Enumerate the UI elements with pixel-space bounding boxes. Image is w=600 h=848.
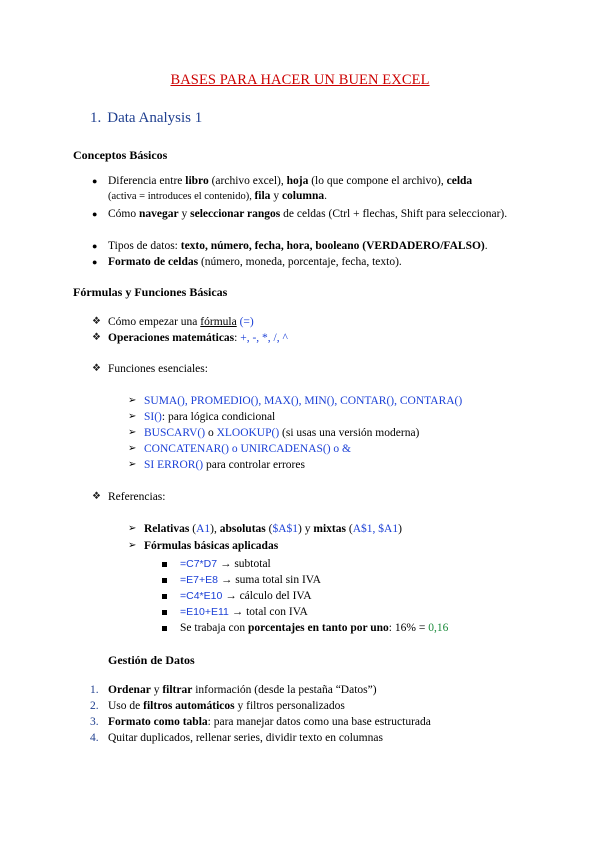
diamond-bullet-icon: ❖ xyxy=(92,363,101,374)
list-item-text: Cómo navegar y seleccionar rangos de celdas (Ctrl + flechas, Shift para seleccionar). xyxy=(108,208,508,220)
list-number: 3. xyxy=(90,716,99,728)
function-item: SI ERROR() para controlar errores xyxy=(144,459,305,471)
heading-gestion-datos: Gestión de Datos xyxy=(108,653,195,667)
list-item-text: Diferencia entre libro (archivo excel), hoja (lo que compone el archivo), celda (activa = introduces el contenido), fila y columna. xyxy=(108,175,473,202)
list-item-text: Referencias: xyxy=(108,491,166,503)
list-item-text: Uso de filtros automáticos y filtros personalizados xyxy=(108,700,345,712)
arrow-bullet-icon: ➢ xyxy=(128,411,137,422)
arrow-bullet-icon: ➢ xyxy=(128,395,137,406)
section-number: 1. xyxy=(90,110,102,126)
applied-formulas-heading: Fórmulas básicas aplicadas xyxy=(144,540,279,552)
list-item-text: Cómo empezar una fórmula (=) xyxy=(108,316,254,328)
heading-conceptos-basicos: Conceptos Básicos xyxy=(73,148,168,162)
square-bullet-icon xyxy=(162,610,167,615)
arrow-bullet-icon: ➢ xyxy=(128,540,137,551)
square-bullet-icon xyxy=(162,562,167,567)
function-item: BUSCARV() o XLOOKUP() (si usas una versión moderna) xyxy=(144,427,420,439)
percentage-note: Se trabaja con porcentajes en tanto por uno: 16% = 0,16 xyxy=(180,622,449,634)
function-item: SI(): para lógica condicional xyxy=(144,411,276,423)
bullet-icon: ● xyxy=(92,257,98,267)
diamond-bullet-icon: ❖ xyxy=(92,491,101,502)
list-item-text: Formato como tabla: para manejar datos como una base estructurada xyxy=(108,716,431,728)
list-item-text: Tipos de datos: texto, número, fecha, hora, booleano (VERDADERO/FALSO). xyxy=(108,240,488,252)
arrow-bullet-icon: ➢ xyxy=(128,443,137,454)
diamond-bullet-icon: ❖ xyxy=(92,316,101,327)
example-formula: =E10+E11 → total con IVA xyxy=(180,606,308,618)
list-item-text: Funciones esenciales: xyxy=(108,363,208,375)
arrow-bullet-icon: ➢ xyxy=(128,459,137,470)
heading-formulas-funciones: Fórmulas y Funciones Básicas xyxy=(73,285,228,299)
function-item: SUMA(), PROMEDIO(), MAX(), MIN(), CONTAR(), CONTARA() xyxy=(144,395,463,407)
arrow-bullet-icon: ➢ xyxy=(128,427,137,438)
bullet-icon: ● xyxy=(92,176,98,186)
square-bullet-icon xyxy=(162,594,167,599)
example-formula: =C4*E10 → cálculo del IVA xyxy=(180,590,312,602)
list-item-text: Formato de celdas (número, moneda, porcentaje, fecha, texto). xyxy=(108,256,402,268)
diamond-bullet-icon: ❖ xyxy=(92,332,101,343)
list-number: 1. xyxy=(90,684,99,696)
references-item: Relativas (A1), absolutas ($A$1) y mixtas (A$1, $A1) xyxy=(144,523,402,535)
page-title: BASES PARA HACER UN BUEN EXCEL xyxy=(170,72,430,88)
bullet-icon: ● xyxy=(92,209,98,219)
list-number: 2. xyxy=(90,700,99,712)
section-label: Data Analysis 1 xyxy=(107,110,203,126)
example-formula: =E7+E8 → suma total sin IVA xyxy=(180,574,321,586)
square-bullet-icon xyxy=(162,626,167,631)
example-formula: =C7*D7 → subtotal xyxy=(180,558,271,570)
arrow-bullet-icon: ➢ xyxy=(128,523,137,534)
bullet-icon: ● xyxy=(92,241,98,251)
list-item-text: Quitar duplicados, rellenar series, dividir texto en columnas xyxy=(108,732,383,744)
list-number: 4. xyxy=(90,732,99,744)
square-bullet-icon xyxy=(162,578,167,583)
function-item: CONCATENAR() o UNIRCADENAS() o & xyxy=(144,443,351,455)
list-item-text: Operaciones matemáticas: +, -, *, /, ^ xyxy=(108,332,288,344)
section-heading-data-analysis xyxy=(90,110,202,127)
list-item-text: Ordenar y filtrar información (desde la pestaña “Datos”) xyxy=(108,684,377,696)
